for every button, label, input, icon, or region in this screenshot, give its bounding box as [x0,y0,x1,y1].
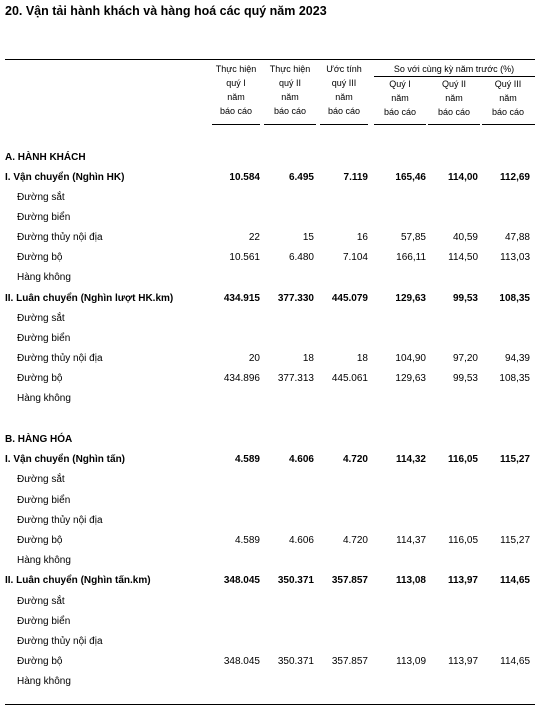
row-label: Đường thủy nội địa [17,636,103,647]
table-row [0,290,541,310]
row-value-col-5: 113,97 [448,656,478,667]
section-heading: B. HÀNG HÓA [5,434,73,445]
row-value-col-2: 4.606 [288,535,314,546]
row-value-col-4: 166,11 [396,252,426,263]
row-value-col-4: 165,46 [395,172,426,183]
row-value-col-5: 114,00 [447,172,478,183]
table-bottom-rule [5,704,535,705]
table-row [0,269,541,289]
row-label: Đường biển [17,616,71,627]
row-value-col-5: 99,53 [452,293,478,304]
table-row [0,330,541,350]
table-row [0,471,541,491]
row-value-col-6: 115,27 [500,535,530,546]
row-value-col-2: 377.313 [277,373,314,384]
row-value-col-1: 10.584 [229,172,260,183]
row-value-col-6: 108,35 [499,293,530,304]
header-col-rule-6 [482,124,535,125]
table-row [0,653,541,673]
row-value-col-4: 129,63 [395,373,426,384]
row-value-col-1: 10.561 [229,252,260,263]
row-value-col-1: 20 [248,353,260,364]
header-col-yoy-q1-line3: báo cáo [383,107,417,117]
row-value-col-4: 114,32 [395,454,426,465]
row-label: Đường biển [17,212,71,223]
row-label: I. Vận chuyển (Nghìn HK) [5,172,125,183]
row-value-col-1: 434.896 [223,373,260,384]
row-value-col-5: 97,20 [452,353,478,364]
row-label: Đường sắt [17,474,65,485]
row-label: Đường sắt [17,596,65,607]
table-row [0,310,541,330]
row-value-col-2: 6.480 [288,252,314,263]
row-value-col-5: 116,05 [448,535,478,546]
row-label: Đường sắt [17,192,65,203]
table-top-rule [5,59,535,60]
row-label: Đường bộ [17,252,63,263]
row-value-col-2: 18 [302,353,314,364]
header-col-q2-actual-line1: Thực hiện [269,64,311,74]
row-value-col-6: 115,27 [499,454,530,465]
row-value-col-1: 4.589 [234,535,260,546]
row-value-col-3: 445.061 [331,373,368,384]
table-row [0,189,541,209]
row-label: Hàng không [17,676,71,687]
table-row [0,613,541,633]
header-col-yoy-q2-line1: Quý II [441,79,466,89]
row-value-col-3: 445.079 [331,293,368,304]
table-row [0,492,541,512]
table-row [0,370,541,390]
header-col-q3-estimate-line1: Ước tính [326,64,362,74]
row-value-col-3: 16 [356,232,368,243]
row-value-col-5: 114,50 [448,252,478,263]
header-col-q1-actual [212,62,260,118]
header-col-q2-actual-line4: báo cáo [273,106,307,116]
row-value-col-5: 40,59 [452,232,478,243]
table-row [0,593,541,613]
row-value-col-2: 6.495 [288,172,314,183]
row-value-col-4: 129,63 [395,293,426,304]
row-label: Đường bộ [17,535,63,546]
header-col-yoy-q1 [374,77,426,119]
row-value-col-6: 47,88 [504,232,530,243]
row-value-col-3: 7.104 [342,252,368,263]
header-col-q1-actual-line4: báo cáo [219,106,253,116]
row-value-col-6: 112,69 [499,172,530,183]
row-value-col-5: 113,97 [447,575,478,586]
page-title: 20. Vận tải hành khách và hàng hoá các quý năm 2023 [5,4,327,18]
row-label: II. Luân chuyển (Nghìn tấn.km) [5,575,151,586]
row-value-col-3: 357.857 [331,575,368,586]
header-col-q2-actual-line3: năm [281,92,299,102]
row-label: Đường biển [17,495,71,506]
row-value-col-3: 357.857 [331,656,368,667]
row-value-col-6: 113,03 [500,252,530,263]
header-col-yoy-q2-line3: báo cáo [437,107,471,117]
row-label: Hàng không [17,393,71,404]
header-col-yoy-q1-line2: năm [391,93,409,103]
header-col-q2-actual-line2: quý II [278,78,301,88]
row-value-col-3: 7.119 [343,172,368,183]
row-label: Hàng không [17,272,71,283]
row-label: II. Luân chuyển (Nghìn lượt HK.km) [5,293,174,304]
header-col-yoy-q2-line2: năm [445,93,463,103]
row-value-col-3: 4.720 [342,454,368,465]
section-heading: A. HÀNH KHÁCH [5,152,86,163]
table-row [0,451,541,471]
header-col-yoy-q3-line1: Quý III [494,79,522,89]
row-value-col-2: 350.371 [277,656,314,667]
table-row [0,249,541,269]
table-row [0,390,541,410]
header-col-q3-estimate-line3: năm [335,92,353,102]
table-row [0,673,541,693]
header-col-rule-5 [428,124,480,125]
table-row [0,633,541,653]
header-col-rule-4 [374,124,426,125]
header-col-q1-actual-line1: Thực hiện [215,64,257,74]
row-value-col-1: 4.589 [234,454,260,465]
row-value-col-2: 4.606 [288,454,314,465]
row-value-col-3: 18 [356,353,368,364]
row-value-col-6: 114,65 [500,656,530,667]
header-col-yoy-q3-line2: năm [499,93,517,103]
row-value-col-4: 113,08 [395,575,426,586]
header-col-q1-actual-line2: quý I [226,78,246,88]
row-value-col-6: 114,65 [499,575,530,586]
header-group-yoy: So với cùng kỳ năm trước (%) [393,64,515,74]
row-label: Đường thủy nội địa [17,515,103,526]
header-col-q3-estimate-line2: quý III [331,78,357,88]
row-value-col-1: 348.045 [223,656,260,667]
header-col-q3-estimate-line4: báo cáo [327,106,361,116]
table-row [0,169,541,189]
row-label: Đường biển [17,333,71,344]
table-row [0,350,541,370]
header-col-yoy-q1-line1: Quý I [389,79,411,89]
header-col-q2-actual [264,62,316,118]
row-value-col-5: 99,53 [452,373,478,384]
row-label: Đường thủy nội địa [17,232,103,243]
table-row [0,552,541,572]
row-value-col-6: 108,35 [499,373,530,384]
table-row [0,532,541,552]
row-value-col-1: 348.045 [223,575,260,586]
row-value-col-3: 4.720 [342,535,368,546]
row-value-col-4: 113,09 [396,656,426,667]
row-label: Đường sắt [17,313,65,324]
header-col-rule-2 [264,124,316,125]
table-row [0,229,541,249]
row-value-col-6: 94,39 [504,353,530,364]
row-label: I. Vận chuyển (Nghìn tấn) [5,454,126,465]
row-value-col-5: 116,05 [447,454,478,465]
row-label: Đường bộ [17,373,63,384]
row-value-col-2: 350.371 [277,575,314,586]
header-col-q1-actual-line3: năm [227,92,245,102]
table-row [0,512,541,532]
header-col-q3-estimate [320,62,368,118]
row-value-col-1: 434.915 [223,293,260,304]
table-row [0,431,541,451]
row-label: Đường bộ [17,656,63,667]
table-row [0,209,541,229]
header-col-rule-3 [320,124,368,125]
header-col-rule-1 [212,124,260,125]
row-value-col-4: 57,85 [400,232,426,243]
row-value-col-2: 377.330 [277,293,314,304]
table-row [0,572,541,592]
row-value-col-4: 104,90 [395,353,426,364]
row-label: Đường thủy nội địa [17,353,103,364]
header-col-yoy-q3-line3: báo cáo [491,107,525,117]
header-col-yoy-q3 [482,77,534,119]
row-label: Hàng không [17,555,71,566]
table-row [0,149,541,169]
row-value-col-2: 15 [302,232,314,243]
header-col-yoy-q2 [428,77,480,119]
row-value-col-1: 22 [248,232,260,243]
row-value-col-4: 114,37 [396,535,426,546]
